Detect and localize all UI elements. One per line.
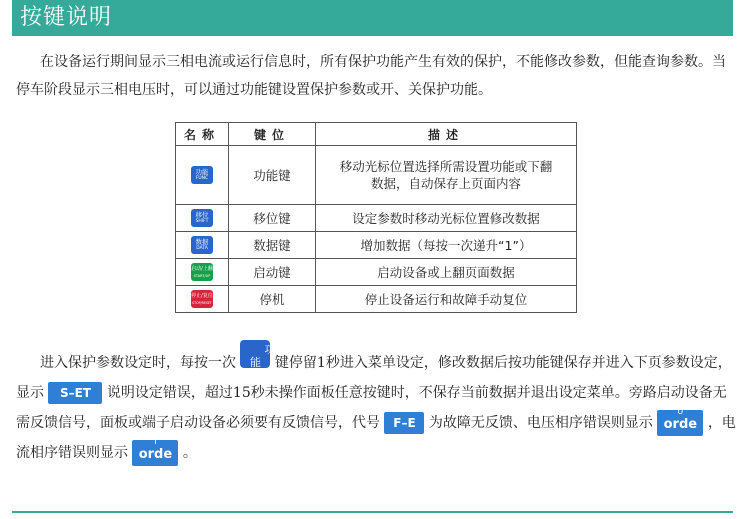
- display-orde-voltage-text: orde: [663, 417, 698, 432]
- display-set-error: S–ET: [48, 382, 102, 404]
- start-key-name: 启动键: [229, 259, 316, 286]
- stop-key-desc: 停止设备运行和故障手动复位: [316, 286, 577, 313]
- display-orde-voltage: [657, 407, 703, 436]
- footer-divider: [12, 511, 733, 513]
- display-orde-current-text: orde: [138, 447, 173, 462]
- func-key-desc-line2: 数据，自动保存上页面内容: [370, 176, 521, 191]
- body-text-3: 说明设定错误，超过15秒未操作面板任意按键时，不保存当前数据并退出设定菜单。旁路启动设备无需反馈信号，面板或端子启动设备必须要有反馈信号，代号: [16, 385, 727, 431]
- start-key-cell: [176, 259, 229, 286]
- stop-key-icon: [191, 290, 213, 308]
- col-header-name: 名称: [176, 123, 229, 146]
- func-key-icon-label: 功能: [195, 168, 209, 176]
- table-row: [176, 146, 577, 205]
- body-paragraph: [16, 340, 736, 468]
- data-key-cell: [176, 232, 229, 259]
- data-key-name: 数据键: [229, 232, 316, 259]
- shift-key-name: 移位键: [229, 205, 316, 232]
- shift-key-icon-sub: SHIFT: [195, 219, 209, 224]
- body-text-2: 键停留1秒进入菜单设定，修改数据后按功能键保存并进入下页参数设定，显示: [16, 355, 732, 401]
- stop-key-cell: [176, 286, 229, 313]
- func-key-cell: [176, 146, 229, 205]
- key-table: [175, 122, 577, 313]
- func-key-name: 功能键: [229, 146, 316, 205]
- stop-key-icon-sub: STOP/RESET: [192, 301, 212, 305]
- start-key-desc: 启动设备或上翻页面数据: [316, 259, 577, 286]
- stop-key-name: 停机: [229, 286, 316, 313]
- table-row: [176, 205, 577, 232]
- start-key-icon: [191, 263, 213, 281]
- func-key-inline-label: 功能: [249, 343, 276, 369]
- func-key-inline-icon: [240, 340, 284, 377]
- func-key-inline-sub: FUNC: [264, 369, 284, 377]
- intro-paragraph: 在设备运行期间显示三相电流或运行信息时，所有保护功能产生有效的保护，不能修改参数，但能查询参数。当停车阶段显示三相电压时，可以通过功能键设置保护参数或开、关保护功能。: [16, 54, 726, 98]
- func-key-desc-line1: 移动光标位置选择所需设置功能或下翻: [339, 159, 553, 174]
- col-header-key: 键位: [229, 123, 316, 146]
- display-orde-current: [132, 437, 178, 466]
- display-orde-current-sup: I: [154, 437, 157, 446]
- section-header: [12, 0, 733, 36]
- data-key-desc: 增加数据（每按一次递升“1”）: [316, 232, 577, 259]
- func-key-desc: [316, 146, 577, 205]
- shift-key-desc: 设定参数时移动光标位置修改数据: [316, 205, 577, 232]
- table-header-row: [176, 123, 577, 146]
- body-text-6: 。: [182, 445, 197, 461]
- start-key-icon-sub: START/UP: [193, 274, 211, 278]
- data-key-icon-sub: DATA: [196, 246, 208, 251]
- body-text-1: 进入保护参数设定时，每按一次: [40, 355, 236, 371]
- shift-key-icon: [191, 209, 213, 227]
- table-row: [176, 286, 577, 313]
- body-text-5: ，电流相序错误则显示: [16, 415, 736, 461]
- display-orde-voltage-sup: U: [677, 407, 684, 416]
- start-key-icon-label: 启动/上翻: [191, 266, 213, 272]
- col-header-desc: 描述: [316, 123, 577, 146]
- shift-key-cell: [176, 205, 229, 232]
- section-title: 按键说明: [20, 5, 113, 30]
- stop-key-icon-label: 停止/复位: [191, 293, 213, 299]
- func-key-icon-sub: FUNC: [195, 176, 209, 181]
- body-text-4: 为故障无反馈、电压相序错误则显示: [428, 415, 653, 431]
- func-key-icon: [191, 166, 213, 184]
- table-row: [176, 259, 577, 286]
- data-key-icon: [191, 236, 213, 254]
- data-key-icon-label: 数据: [195, 238, 209, 246]
- display-fe: F–E: [384, 412, 424, 434]
- table-row: [176, 232, 577, 259]
- shift-key-icon-label: 移位: [195, 211, 209, 219]
